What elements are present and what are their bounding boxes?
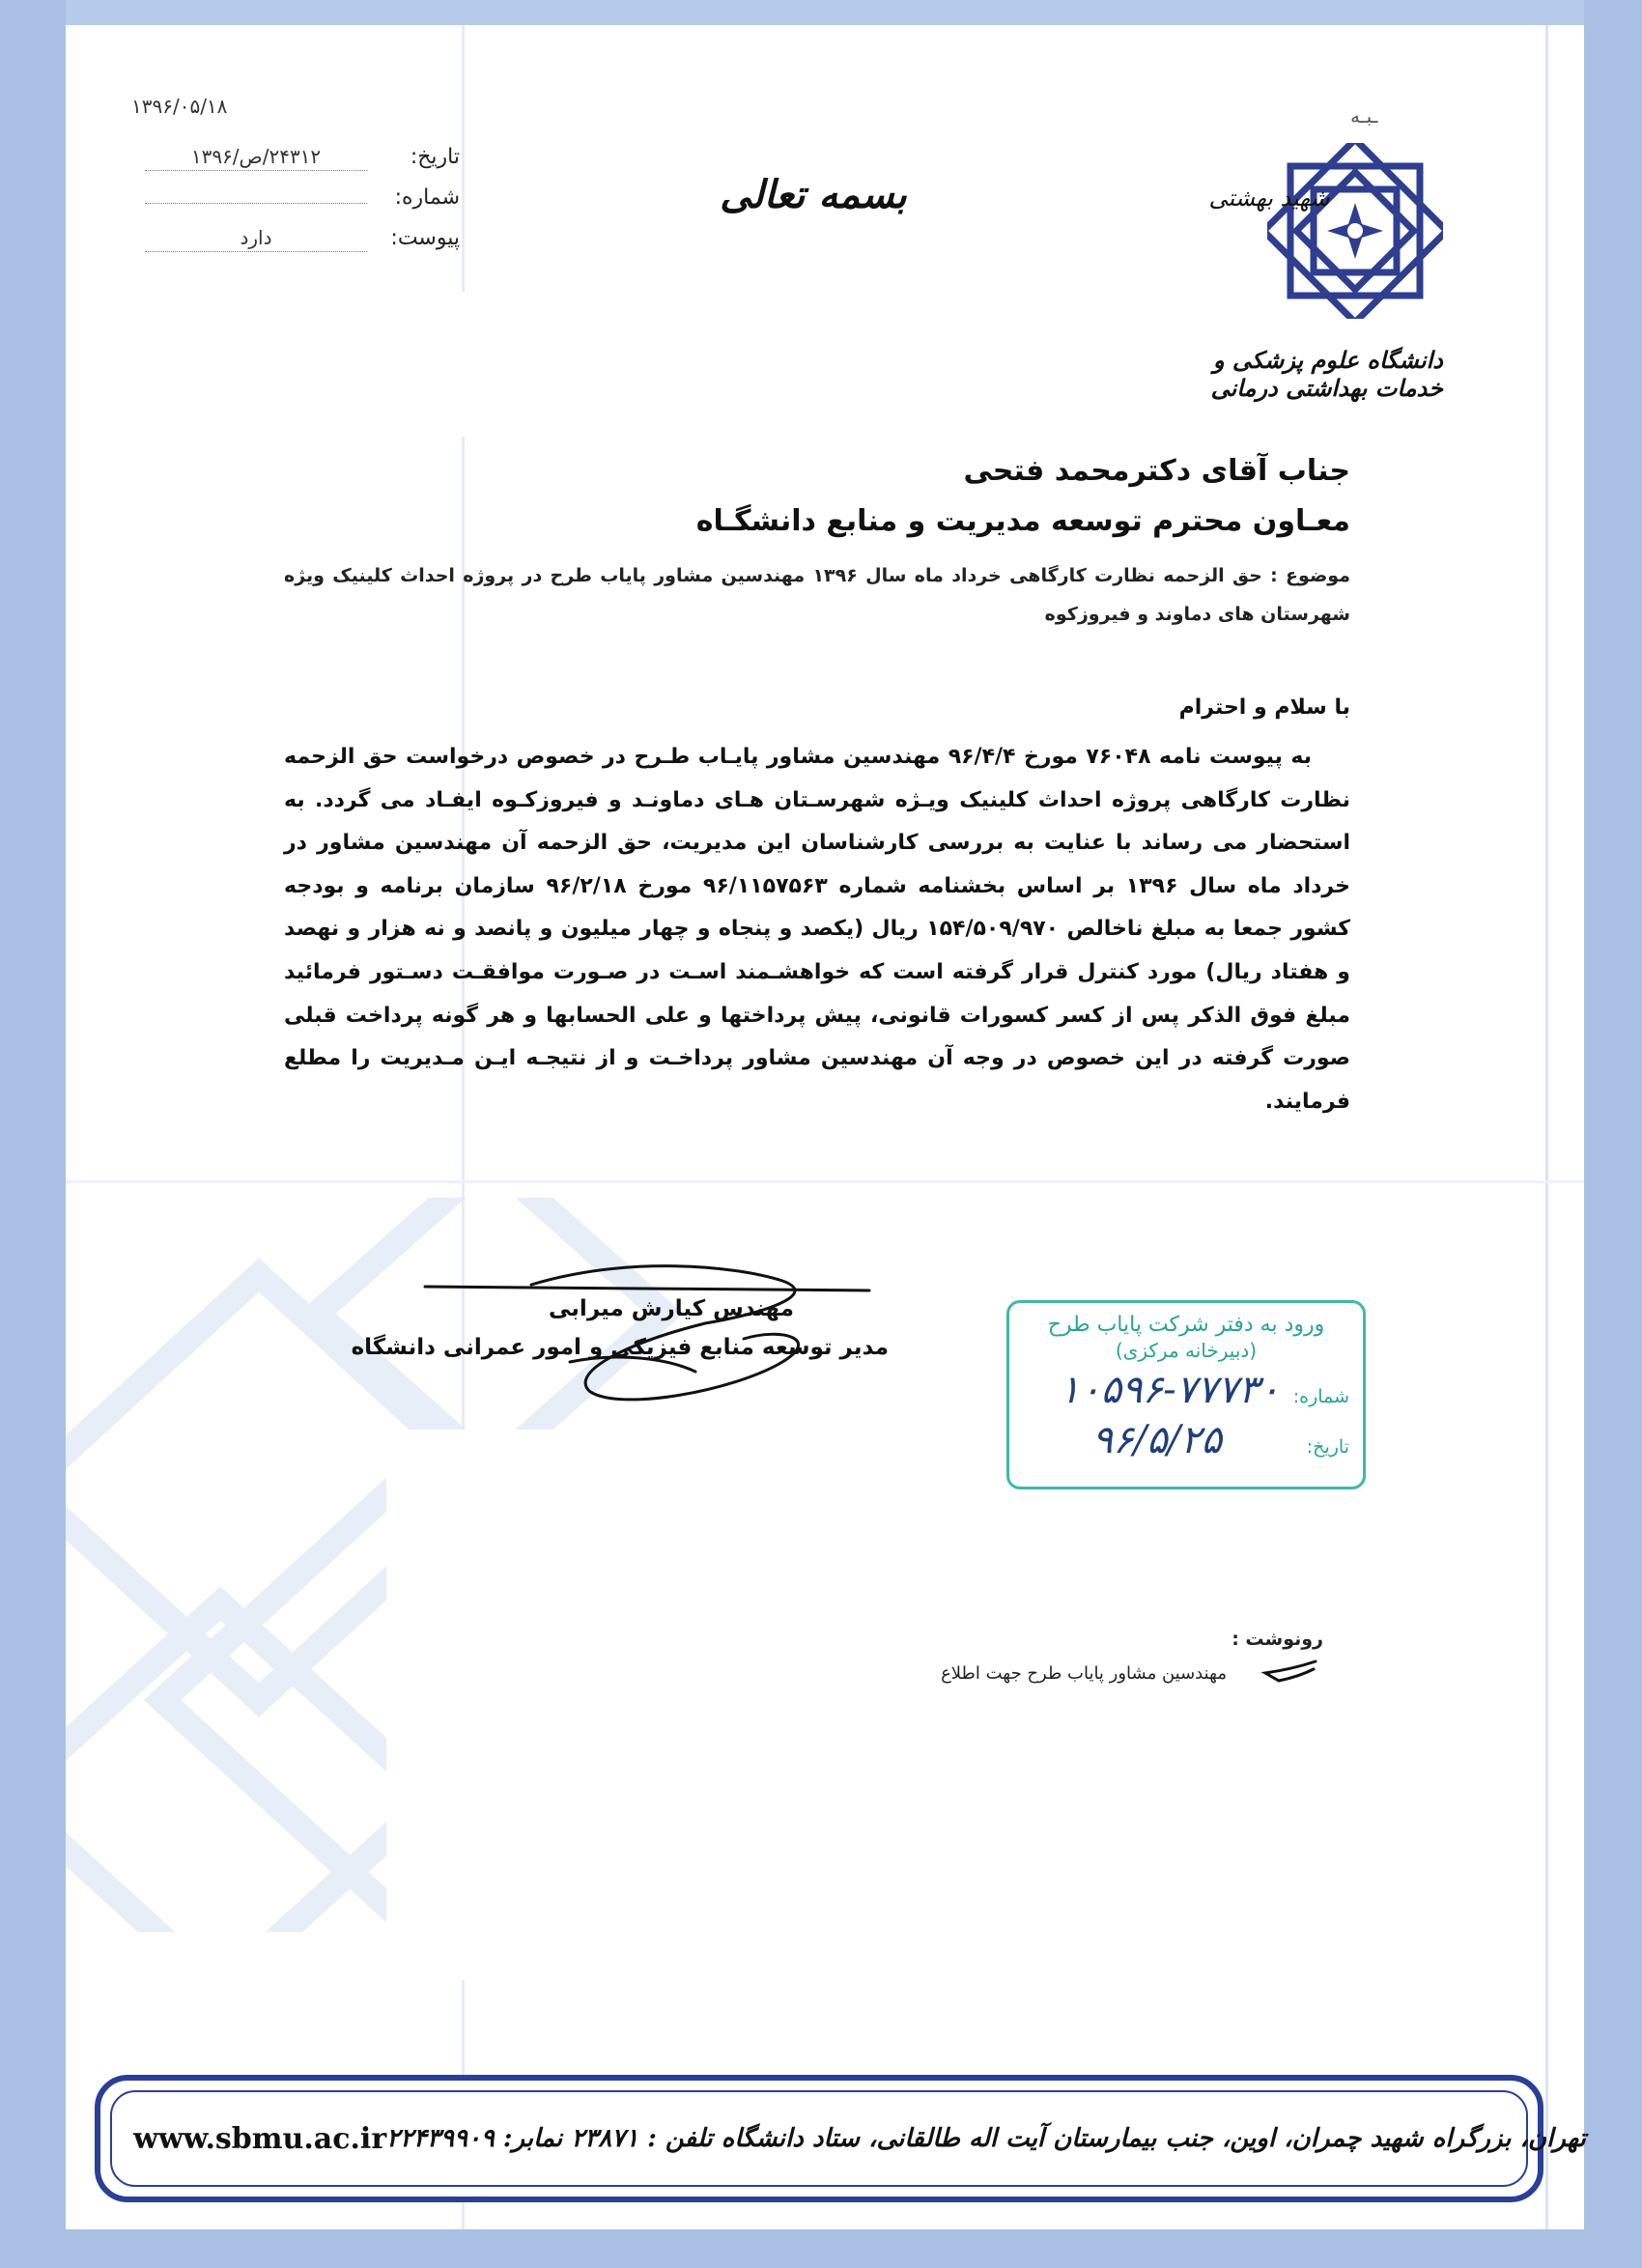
sbmu-logo-icon [1267, 143, 1443, 319]
letterhead-frame-bottom [0, 2229, 1642, 2268]
signatory-title: مدیر توسعه منابع فیزیکی و امور عمرانی دانشگاه [351, 1335, 889, 1360]
stamp-number-label: شماره: [1292, 1386, 1349, 1407]
paper-fold-horizontal [66, 1180, 1584, 1183]
attachment-label: پیوست: [390, 226, 460, 250]
footer-website: www.sbmu.ac.ir [133, 2121, 387, 2156]
letterhead-frame-right [1584, 0, 1642, 2268]
logo-university-text: دانشگاه علوم پزشکی و خدمات بهداشتی درمانی [1210, 346, 1443, 402]
stamp-date-value: ۹۶/۵/۲۵ [1091, 1418, 1222, 1462]
letter-body: به پیوست نامه ۷۶۰۴۸ مورخ ۹۶/۴/۴ مهندسین مشاور پایـاب طـرح در خصوص درخواست حق الزحمه نظارت کارگاهی پروژه احداث کلینیک ویـژه شهرسـتان هـای دماونـد و فیروزکـوه ایفـاد می گردد. به استحضار می رساند با عنایت به بررسی کارشناسان این مدیریت، حق الزحمه آن مهندسین مشاور در خرداد ماه سال ۱۳۹۶ بر اساس بخشنامه شماره ۹۶/۱۱۵۷۵۶۳ مورخ ۹۶/۲/۱۸ سازمان برنامه و بودجه کشور جمعا به مبلغ ناخالص ۱۵۴/۵۰۹/۹۷۰ ریال (یکصد و پنجاه و چهار میلیون و پانصد و نه هزار و نهصد و هفتاد ریال) مورد کنترل قرار گرفته است که خواهشـمند اسـت در صـورت موافقـت دسـتور فرمائید مبلغ فوق الذکر پس از کسر کسورات قانونی، پیش پرداختها و علی الحسابها و هر گونه پرداخت قبلی صورت گرفته در این خصوص در وجه آن مهندسین مشاور پرداخـت و از نتیجـه ایـن مـدیریت را مطلع فرمایند. [284, 745, 1351, 1114]
addressee-title: معـاون محترم توسعه مدیریت و منابع دانشگـاه [695, 504, 1350, 538]
date-label: تاریخ: [410, 145, 460, 169]
date-value: ۲۴۳۱۲/ص/۱۳۹۶ [145, 145, 367, 171]
addressee-name: جناب آقای دکترمحمد فتحی [963, 454, 1350, 488]
bismillah-calligraphy: بسمه تعالی [720, 172, 907, 217]
letterhead-footer [95, 2075, 1586, 2202]
stamp-number-value: ۱۰۵۹۶-۷۷۷۳۰ [1059, 1368, 1280, 1412]
handwritten-signature [415, 1246, 898, 1420]
corner-mark: ـبـه [1350, 104, 1378, 128]
university-logo [1161, 143, 1443, 404]
cc-recipient: مهندسین مشاور پایاب طرح جهت اطلاع [941, 1663, 1227, 1684]
number-row [145, 185, 460, 210]
paper-fold-vertical-right [1545, 25, 1548, 2229]
attachment-row [145, 226, 460, 252]
cc-label: رونوشت : [1232, 1629, 1323, 1650]
received-stamp [1006, 1300, 1366, 1489]
letterhead-frame-top [0, 0, 1642, 25]
redacted-area-top [290, 292, 1153, 437]
stamp-company: ورود به دفتر شرکت پایاب طرح [1047, 1313, 1325, 1337]
attachment-value: دارد [145, 226, 367, 252]
letter-subject: موضوع : حق الزحمه نظارت کارگاهی خرداد ماه سال ۱۳۹۶ مهندسین مشاور پایاب طرح در پروژه احداث کلینیک ویژه شهرستان های دماوند و فیروزکوه [284, 565, 1350, 625]
letterhead-frame-left [0, 0, 66, 2268]
logo-name-text: شهید بهشتی [1208, 184, 1330, 212]
footer-address: تهران، بزرگراه شهید چمران، اوین، جنب بیمارستان آیت اله طالقانی، ستاد دانشگاه تلفن : ۲۳۸۷۱ نمابر: ۲۲۴۳۹۹۰۹ [386, 2124, 1586, 2153]
stamp-department: (دبیرخانه مرکزی) [1115, 1339, 1258, 1362]
number-value [145, 201, 367, 204]
date-stamp: ۱۳۹۶/۰۵/۱۸ [131, 95, 228, 118]
signatory-name: مهندس کیارش میرابی [549, 1296, 794, 1321]
number-label: شماره: [394, 185, 460, 210]
greeting: با سلام و احترام [1178, 695, 1350, 720]
stamp-date-row [1023, 1418, 1349, 1462]
stamp-number-row [1023, 1368, 1349, 1412]
date-row [145, 145, 460, 171]
redacted-area-bottom [386, 1430, 889, 1980]
cc-arrow-icon [1260, 1658, 1319, 1685]
stamp-date-label: تاریخ: [1306, 1436, 1349, 1458]
